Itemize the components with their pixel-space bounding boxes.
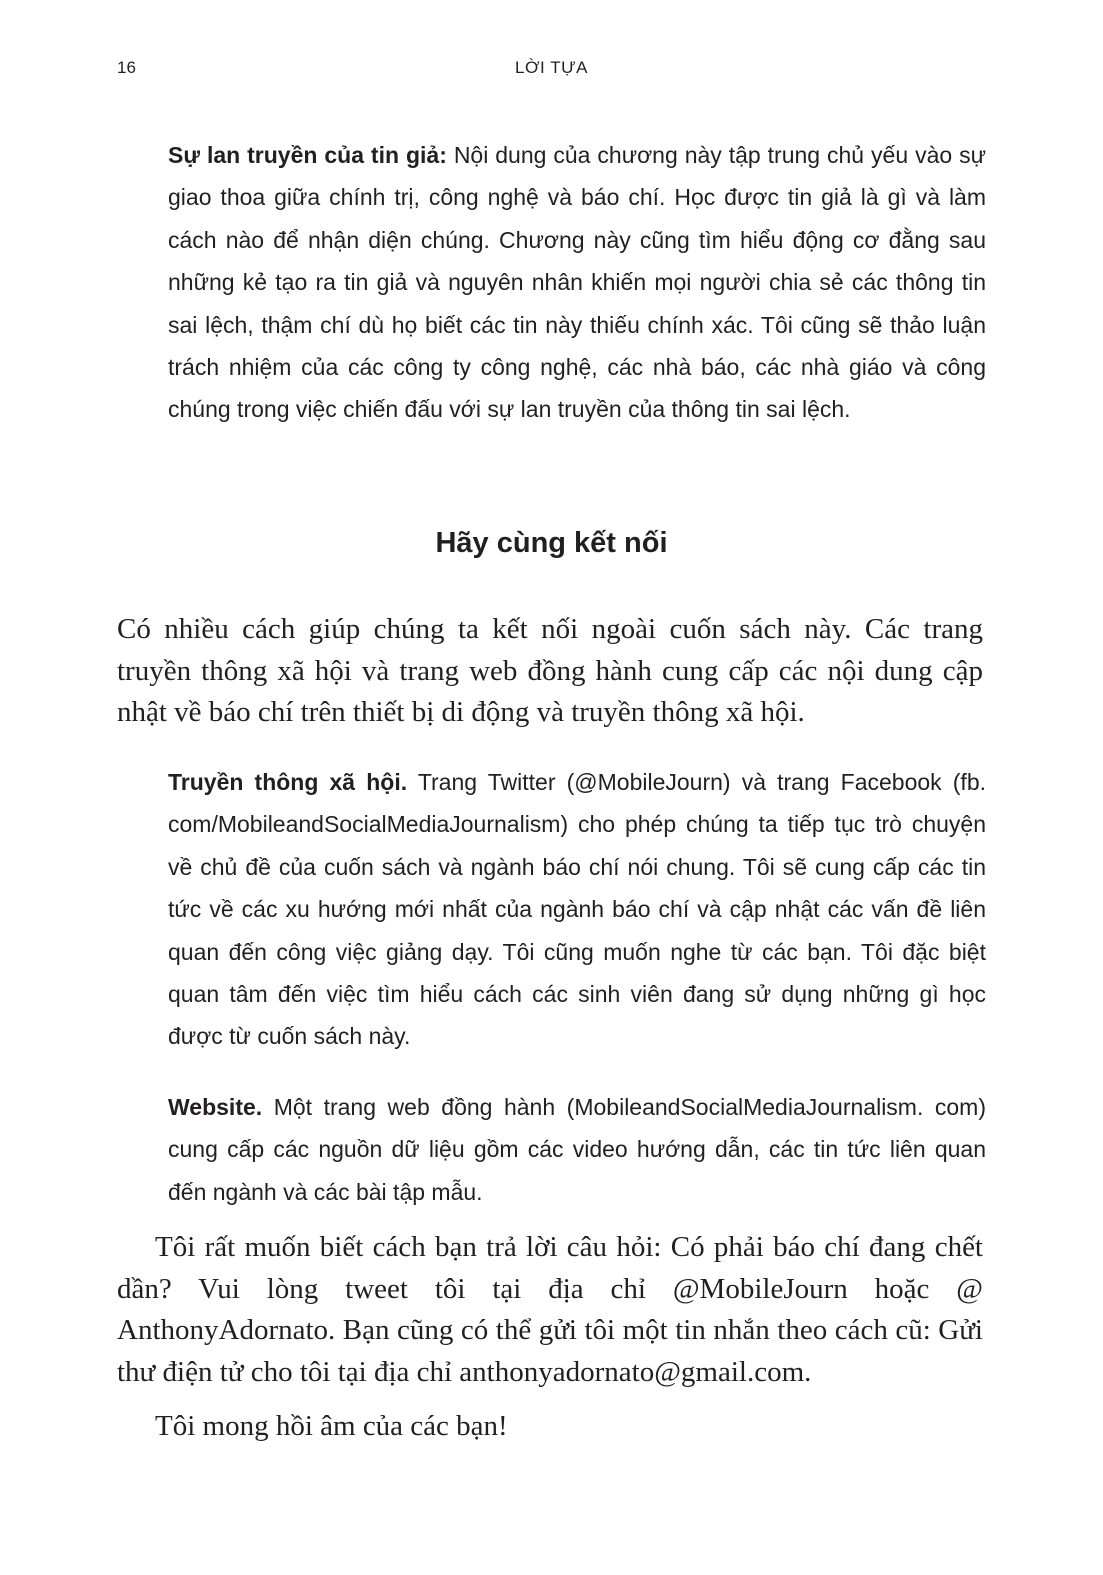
social-media-text: Trang Twitter (@MobileJourn) và trang Facebook (fb. com/MobileandSocialMediaJournalism) cho phép chúng ta tiếp tục trò chuyện về chủ đề của cuốn sách và ngành báo chí nói chung. Tôi sẽ cung cấp các tin tức về các xu hướng mới nhất của ngành báo chí và cập nhật các vấn đề liên quan đến công việc giảng dạy. Tôi cũng muốn nghe từ các bạn. Tôi đặc biệt quan tâm đến việc tìm hiểu cách các sinh viên đang sử dụng những gì học được từ cuốn sách này. [168,769,987,1050]
running-head: LỜI TỰA [515,58,588,77]
section-intro: Có nhiều cách giúp chúng ta kết nối ngoài cuốn sách này. Các trang truyền thông xã hội và trang web đồng hành cung cấp các nội dung cập nhật về báo chí trên thiết bị di động và truyền thông xã hội. [117,613,983,728]
closing-paragraph: Tôi rất muốn biết cách bạn trả lời câu hỏi: Có phải báo chí đang chết dần? Vui lòng tweet tôi tại địa chỉ @MobileJourn hoặc @ AnthonyAdornato. Bạn cũng có thể gửi tôi một tin nhắn theo cách cũ: Gửi thư điện tử cho tôi tại địa chỉ anthonyadornato@gmail.com. [117,1231,983,1388]
sign-off: Tôi mong hồi âm của các bạn! [155,1410,508,1442]
website-text: Một trang web đồng hành (MobileandSocialMediaJournalism. com) cung cấp các nguồn dữ liệu gồm các video hướng dẫn, các tin tức liên quan đến ngành và các bài tập mẫu. [168,1094,986,1205]
social-media-lead: Truyền thông xã hội. [168,769,408,795]
fake-news-text: Nội dung của chương này tập trung chủ yếu vào sự giao thoa giữa chính trị, công nghệ và báo chí. Học được tin giả là gì và làm cách nào để nhận diện chúng. Chương này cũng tìm hiểu động cơ đằng sau những kẻ tạo ra tin giả và nguyên nhân khiến mọi người chia sẻ các thông tin sai lệch, thậm chí dù họ biết các tin này thiếu chính xác. Tôi cũng sẽ thảo luận trách nhiệm của các công ty công nghệ, các nhà báo, các nhà giáo và công chúng trong việc chiến đấu với sự lan truyền của thông tin sai lệch. [168,142,986,423]
fake-news-lead: Sự lan truyền của tin giả: [168,142,447,168]
website-paragraph [168,1086,986,1213]
website-lead: Website. [168,1094,263,1120]
section-heading: Hãy cùng kết nối [435,527,668,559]
page-number: 16 [117,58,136,77]
social-media-paragraph [168,761,986,1058]
fake-news-paragraph [168,134,986,431]
